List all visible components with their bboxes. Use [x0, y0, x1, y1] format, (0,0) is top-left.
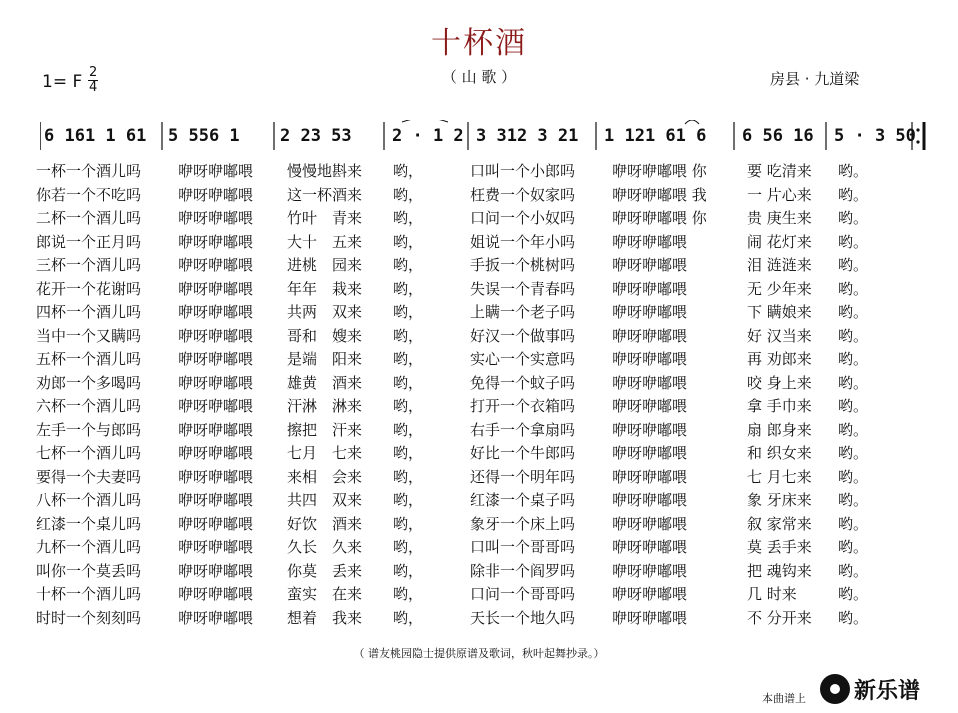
- lyric-cell: 咿呀咿嘟喂: [612, 279, 688, 298]
- lyric-cell: 你莫 丢来: [287, 561, 363, 580]
- lyric-cell: 扇 郎身来: [747, 420, 812, 439]
- lyric-cell: 咿呀咿嘟喂: [612, 326, 688, 345]
- lyric-cell: 咿呀咿嘟喂: [612, 232, 688, 251]
- lyric-cell: 红漆一个桌子吗: [470, 491, 576, 509]
- lyric-cell: 你若一个不吃吗: [36, 185, 142, 204]
- lyric-cell: 咿呀咿嘟喂: [178, 350, 254, 368]
- lyric-cell: 哟，: [393, 279, 424, 298]
- lyric-cell: 蛮实 在来: [287, 585, 363, 603]
- lyric-cell: 右手一个拿扇吗: [470, 420, 576, 439]
- lyric-cell: 哟，: [393, 162, 424, 180]
- lyric-cell: 咿呀咿嘟喂: [178, 373, 254, 392]
- lyric-cell: 一杯一个酒儿吗: [36, 162, 142, 180]
- lyric-cell: 咿呀咿嘟喂 我: [612, 185, 707, 204]
- lyric-cell: 咿呀咿嘟喂: [178, 303, 254, 321]
- lyric-cell: 是端 阳来: [287, 350, 363, 368]
- lyric-cell: 和 织女来: [747, 444, 812, 462]
- lyric-cell: 哟。: [838, 209, 869, 227]
- lyric-cell: 哟。: [838, 467, 869, 486]
- lyric-cell: 汗淋 淋来: [287, 397, 363, 415]
- lyric-cell: 七 月七来: [747, 467, 812, 486]
- lyric-cell: 五杯一个酒儿吗: [36, 350, 142, 368]
- measure-3: 2 23 53: [280, 126, 352, 146]
- time-signature-numerator: 2: [89, 65, 98, 80]
- lyric-cell: 哟，: [393, 491, 424, 509]
- lyric-cell: 再 劝郎来: [747, 350, 812, 368]
- lyric-cell: 大十 五来: [287, 232, 363, 251]
- lyric-cell: 哟。: [838, 279, 869, 298]
- lyric-cell: 二杯一个酒儿吗: [36, 209, 142, 227]
- lyric-cell: 免得一个蚊子吗: [470, 373, 576, 392]
- lyric-cell: 咿呀咿嘟喂: [612, 514, 688, 533]
- lyric-cell: 哟，: [393, 467, 424, 486]
- lyric-cell: 三杯一个酒儿吗: [36, 256, 142, 274]
- lyric-cell: 贵 庚生来: [747, 209, 812, 227]
- lyric-cell: 哟。: [838, 232, 869, 251]
- lyric-cell: 哟，: [393, 514, 424, 533]
- lyric-cell: 哟，: [393, 608, 424, 627]
- lyric-cell: 哟，: [393, 185, 424, 204]
- time-signature: [88, 66, 98, 95]
- lyric-cell: 哟，: [393, 303, 424, 321]
- lyric-cell: 九杯一个酒儿吗: [36, 538, 142, 556]
- lyric-cell: 哟。: [838, 538, 869, 556]
- time-signature-denominator: 4: [89, 80, 98, 95]
- lyric-cell: 十杯一个酒儿吗: [36, 585, 142, 603]
- lyric-cell: 咿呀咿嘟喂: [612, 467, 688, 486]
- lyric-cell: 哟，: [393, 256, 424, 274]
- measure-5: 3 312 3 21: [476, 126, 579, 146]
- lyric-cell: 咿呀咿嘟喂: [178, 585, 254, 603]
- lyric-cell: 咿呀咿嘟喂: [178, 209, 254, 227]
- lyric-cell: 哟，: [393, 232, 424, 251]
- record-disc-icon: [820, 674, 850, 704]
- lyric-cell: 咿呀咿嘟喂: [178, 608, 254, 627]
- lyric-cell: 哟。: [838, 397, 869, 415]
- lyric-cell: 八杯一个酒儿吗: [36, 491, 142, 509]
- measure-2: 5 556 1: [168, 126, 240, 146]
- logo-lead-text: 本曲谱上: [762, 692, 806, 705]
- lyric-cell: 哟。: [838, 256, 869, 274]
- footnote: （ 谱友桃园隐士提供原谱及歌词，秋叶起舞抄录。）: [353, 647, 605, 660]
- lyric-cell: 哟，: [393, 420, 424, 439]
- lyric-cell: 除非一个阎罗吗: [470, 561, 576, 580]
- lyric-cell: 哟。: [838, 585, 869, 603]
- lyric-cell: 红漆一个桌儿吗: [36, 514, 142, 533]
- lyric-cell: 竹叶 青来: [287, 209, 363, 227]
- lyric-cell: 劝郎一个多喝吗: [36, 373, 142, 392]
- measure-6: 1 121 61 6: [604, 126, 707, 146]
- lyric-cell: 花开一个花谢吗: [36, 279, 142, 298]
- lyric-cell: 要得一个夫妻吗: [36, 467, 142, 486]
- lyric-cell: 四杯一个酒儿吗: [36, 303, 142, 321]
- lyric-cell: 六杯一个酒儿吗: [36, 397, 142, 415]
- lyric-cell: 咿呀咿嘟喂: [178, 514, 254, 533]
- lyric-cell: 哟。: [838, 514, 869, 533]
- lyric-cell: 咿呀咿嘟喂: [612, 561, 688, 580]
- lyric-cell: 七杯一个酒儿吗: [36, 444, 142, 462]
- lyric-cell: 口叫一个哥哥吗: [470, 538, 576, 556]
- lyric-cell: 口问一个小奴吗: [470, 209, 576, 227]
- measure-4: 2 · 1 2: [392, 126, 464, 146]
- logo-name: 新乐谱: [854, 679, 921, 704]
- lyric-cell: 哟，: [393, 561, 424, 580]
- lyric-cell: 闹 花灯来: [747, 232, 812, 251]
- lyric-cell: 姐说一个年小吗: [470, 232, 576, 251]
- lyric-cell: 咿呀咿嘟喂: [612, 585, 688, 603]
- lyric-cell: 咿呀咿嘟喂: [178, 467, 254, 486]
- lyric-cell: 手扳一个桃树吗: [470, 256, 576, 274]
- lyric-cell: 好汉一个做事吗: [470, 326, 576, 345]
- lyric-cell: 哟，: [393, 585, 424, 603]
- lyric-cell: 共四 双来: [287, 491, 363, 509]
- lyric-cell: 口问一个哥哥吗: [470, 585, 576, 603]
- lyric-cell: 一 片心来: [747, 185, 812, 204]
- lyric-cell: 叙 家常来: [747, 514, 812, 533]
- lyric-cell: 把 魂钩来: [747, 561, 812, 580]
- lyric-cell: 实心一个实意吗: [470, 350, 576, 368]
- lyric-cell: 哟。: [838, 162, 869, 180]
- lyric-cell: 哟，: [393, 326, 424, 345]
- lyric-cell: 哟。: [838, 608, 869, 627]
- lyric-cell: 左手一个与郎吗: [36, 420, 142, 439]
- lyric-cell: 咿呀咿嘟喂: [612, 256, 688, 274]
- lyric-cell: 泪 涟涟来: [747, 256, 812, 274]
- lyric-cell: 哟。: [838, 491, 869, 509]
- lyric-cell: 无 少年来: [747, 279, 812, 298]
- genre-subtitle: （ 山 歌 ）: [441, 68, 517, 86]
- lyric-cell: 时时一个刻刻吗: [36, 608, 142, 627]
- lyric-cell: 咿呀咿嘟喂: [178, 232, 254, 251]
- lyric-cell: 哟，: [393, 373, 424, 392]
- source-credit: 房县 · 九道梁: [770, 70, 860, 88]
- lyric-cell: 咿呀咿嘟喂: [612, 491, 688, 509]
- measure-8: 5 · 3 50: [834, 126, 916, 146]
- lyric-cell: 咿呀咿嘟喂: [612, 444, 688, 462]
- lyric-cell: 口叫一个小郎吗: [470, 162, 576, 180]
- lyric-cell: 七月 七来: [287, 444, 363, 462]
- lyric-cell: 象 牙床来: [747, 491, 812, 509]
- lyric-cell: 哟，: [393, 397, 424, 415]
- lyric-cell: 不 分开来: [747, 608, 812, 627]
- lyric-cell: 咿呀咿嘟喂: [612, 373, 688, 392]
- lyric-cell: 咿呀咿嘟喂 你: [612, 162, 707, 180]
- lyric-cell: 哟。: [838, 326, 869, 345]
- page-title: 十杯酒: [431, 26, 527, 61]
- lyric-cell: 好 汉当来: [747, 326, 812, 345]
- lyric-cell: 几 时来: [747, 585, 797, 603]
- lyric-cell: 咬 身上来: [747, 373, 812, 392]
- lyric-cell: 咿呀咿嘟喂: [178, 538, 254, 556]
- lyric-cell: 咿呀咿嘟喂: [612, 538, 688, 556]
- lyric-cell: 咿呀咿嘟喂: [178, 561, 254, 580]
- lyric-cell: 拿 手巾来: [747, 397, 812, 415]
- lyric-cell: 进桃 园来: [287, 256, 363, 274]
- lyric-cell: 咿呀咿嘟喂: [178, 279, 254, 298]
- lyric-cell: 咿呀咿嘟喂: [178, 256, 254, 274]
- lyric-cell: 咿呀咿嘟喂: [612, 397, 688, 415]
- lyric-cell: 哟。: [838, 350, 869, 368]
- lyric-cell: 年年 栽来: [287, 279, 363, 298]
- measure-7: 6 56 16: [742, 126, 814, 146]
- lyric-cell: 咿呀咿嘟喂: [178, 444, 254, 462]
- lyric-cell: 象牙一个床上吗: [470, 514, 576, 533]
- key-signature: 1= F: [42, 72, 83, 92]
- lyric-cell: 哟，: [393, 209, 424, 227]
- lyric-cell: 咿呀咿嘟喂: [612, 608, 688, 627]
- lyric-cell: 哟，: [393, 538, 424, 556]
- lyric-cell: 哟。: [838, 303, 869, 321]
- lyric-cell: 好比一个牛郎吗: [470, 444, 576, 462]
- lyric-cell: 天长一个地久吗: [470, 608, 576, 627]
- lyric-cell: 枉费一个奴家吗: [470, 185, 576, 204]
- lyric-cell: 雄黄 酒来: [287, 373, 363, 392]
- lyric-cell: 上瞒一个老子吗: [470, 303, 576, 321]
- lyric-cell: 要 吃清来: [747, 162, 812, 180]
- notation-staff: [40, 120, 930, 160]
- lyric-cell: 好饮 酒来: [287, 514, 363, 533]
- lyric-cell: 哟。: [838, 373, 869, 392]
- lyric-cell: 下 瞒娘来: [747, 303, 812, 321]
- lyric-cell: 咿呀咿嘟喂: [178, 162, 254, 180]
- lyric-cell: 哟，: [393, 444, 424, 462]
- lyric-cell: 想着 我来: [287, 608, 363, 627]
- lyric-cell: 咿呀咿嘟喂 你: [612, 209, 707, 227]
- lyric-cell: 咿呀咿嘟喂: [612, 350, 688, 368]
- lyric-cell: 哟。: [838, 444, 869, 462]
- measure-1: 6 161 1 61: [44, 126, 147, 146]
- lyric-cell: 这一杯酒来: [287, 185, 363, 204]
- lyric-cell: 哥和 嫂来: [287, 326, 363, 345]
- lyric-cell: 共两 双来: [287, 303, 363, 321]
- lyric-cell: 还得一个明年吗: [470, 467, 576, 486]
- lyric-cell: 咿呀咿嘟喂: [178, 397, 254, 415]
- lyric-cell: 慢慢地斟来: [287, 162, 363, 180]
- lyric-cell: 打开一个衣箱吗: [470, 397, 576, 415]
- lyric-cell: 哟。: [838, 420, 869, 439]
- lyric-cell: 莫 丢手来: [747, 538, 812, 556]
- lyric-cell: 久长 久来: [287, 538, 363, 556]
- lyric-cell: 咿呀咿嘟喂: [178, 491, 254, 509]
- lyric-cell: 哟。: [838, 561, 869, 580]
- lyric-cell: 来相 会来: [287, 467, 363, 486]
- lyric-cell: 咿呀咿嘟喂: [178, 326, 254, 345]
- lyric-cell: 咿呀咿嘟喂: [178, 420, 254, 439]
- lyric-cell: 失误一个青春吗: [470, 279, 576, 298]
- lyric-cell: 擦把 汗来: [287, 420, 363, 439]
- lyric-cell: 咿呀咿嘟喂: [612, 303, 688, 321]
- lyric-cell: 当中一个又瞒吗: [36, 326, 142, 345]
- lyric-cell: 哟，: [393, 350, 424, 368]
- lyric-cell: 哟。: [838, 185, 869, 204]
- lyric-cell: 郎说一个正月吗: [36, 232, 142, 251]
- lyric-cell: 咿呀咿嘟喂: [178, 185, 254, 204]
- lyric-cell: 叫你一个莫丢吗: [36, 561, 142, 580]
- lyric-cell: 咿呀咿嘟喂: [612, 420, 688, 439]
